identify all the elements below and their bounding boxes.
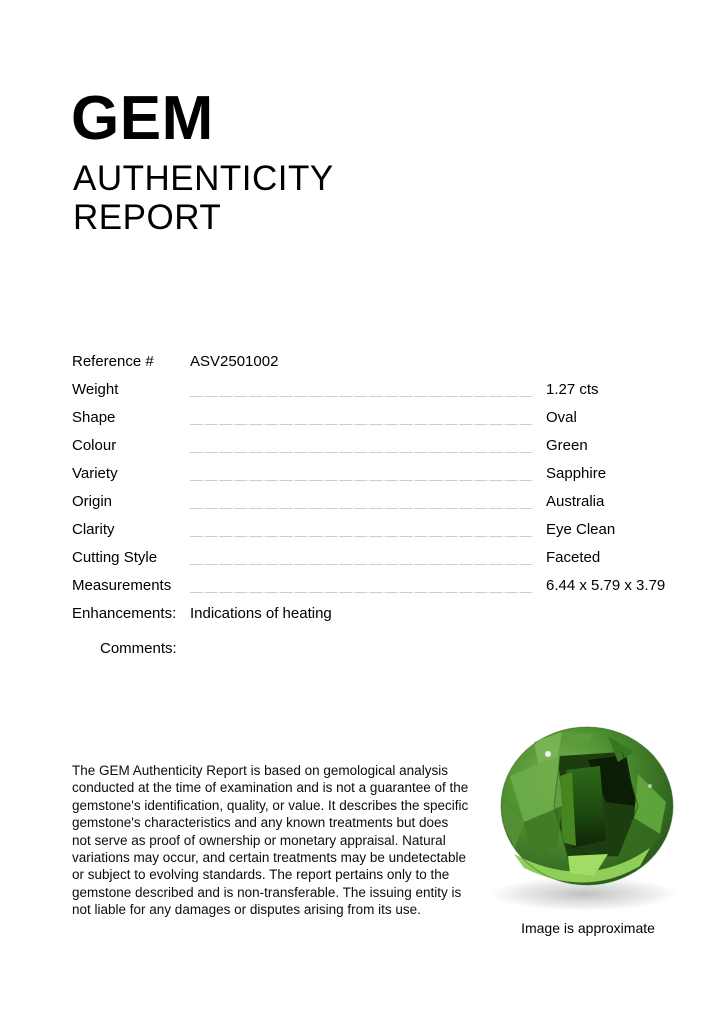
- field-value: 6.44 x 5.79 x 3.79: [546, 577, 666, 594]
- field-row: [72, 493, 664, 521]
- leader-line: [190, 536, 533, 537]
- leader-line: [190, 508, 533, 509]
- field-row: [72, 381, 664, 409]
- field-row: [72, 549, 664, 577]
- field-row: [72, 353, 664, 381]
- field-label: Weight: [72, 381, 119, 398]
- gem-image-block: [468, 706, 708, 936]
- disclaimer-text: The GEM Authenticity Report is based on gemological analysis conducted at the time of examination and is not a guarantee of the gemstone's identification, quality, or value. It describes the specific gemstone's characteristics and any known treatments but does not serve as proof of ownership or monetary appraisal. Natural variations may occur, and certain treatments may be undetectable or subject to evolving standards. The report pertains only to the gemstone described and is non-transferable. The issuing entity is not liable for any damages or disputes arising from its use.: [72, 763, 469, 918]
- field-value: Faceted: [546, 549, 601, 566]
- field-value: 1.27 cts: [546, 381, 599, 398]
- fields-list: [72, 353, 664, 668]
- leader-line: [190, 592, 533, 593]
- field-value: ASV2501002: [190, 353, 279, 370]
- leader-line: [190, 396, 533, 397]
- field-value: Indications of heating: [190, 605, 332, 622]
- image-caption: Image is approximate: [521, 920, 655, 936]
- field-row: [72, 521, 664, 549]
- leader-line: [190, 564, 533, 565]
- field-label: Enhancements:: [72, 605, 177, 622]
- field-label: Colour: [72, 437, 117, 454]
- field-label: Shape: [72, 409, 116, 426]
- leader-line: [190, 452, 533, 453]
- field-value: Eye Clean: [546, 521, 616, 538]
- field-value: Oval: [546, 409, 577, 426]
- leader-line: [190, 424, 533, 425]
- field-row: [72, 409, 664, 437]
- field-label: Variety: [72, 465, 118, 482]
- field-row: [72, 640, 664, 668]
- field-label: Comments:: [100, 640, 177, 657]
- report-title: GEM: [71, 84, 214, 153]
- field-row: [72, 437, 664, 465]
- field-label: Origin: [72, 493, 113, 510]
- leader-line: [190, 480, 533, 481]
- field-label: Reference #: [72, 353, 154, 370]
- gem-photo: [468, 706, 708, 918]
- field-row: [72, 605, 664, 633]
- field-value: Australia: [546, 493, 605, 510]
- field-value: Sapphire: [546, 465, 607, 482]
- field-label: Cutting Style: [72, 549, 158, 566]
- field-label: Measurements: [72, 577, 172, 594]
- field-label: Clarity: [72, 521, 115, 538]
- field-row: [72, 465, 664, 493]
- field-row: [72, 577, 664, 605]
- field-value: Green: [546, 437, 588, 454]
- report-subtitle: AUTHENTICITY REPORT: [73, 159, 334, 237]
